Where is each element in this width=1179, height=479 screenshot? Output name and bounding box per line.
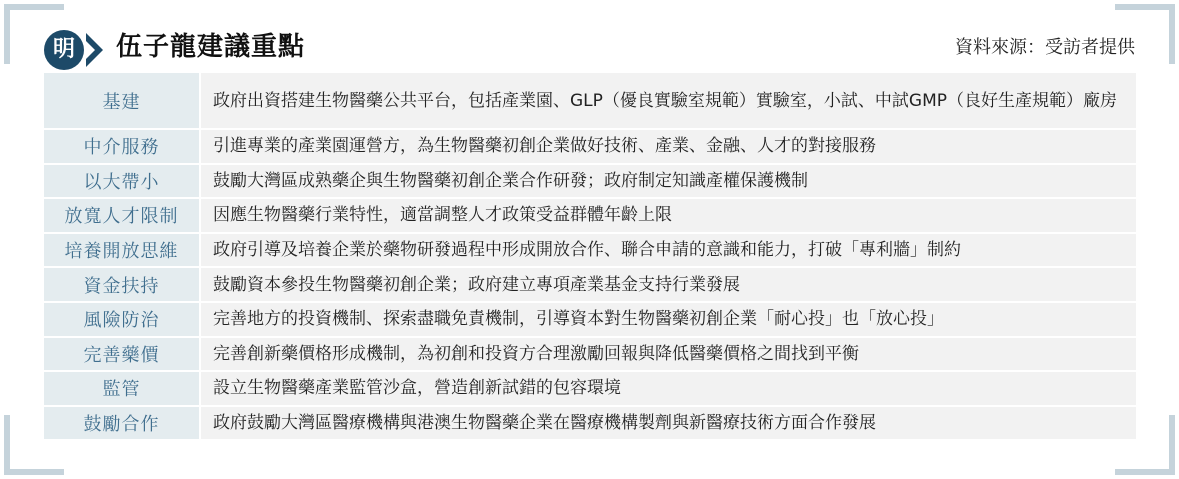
table-row [44,338,1136,371]
row-category: 培養開放思維 [44,234,199,267]
ming-logo-icon: 明 [44,30,84,70]
table-row [44,165,1136,198]
row-category: 放寬人才限制 [44,199,199,232]
row-description: 完善地方的投資機制、探索盡職免責機制，引導資本對生物醫藥初創企業「耐心投」也「放心投」 [201,303,1136,336]
table-row [44,130,1136,163]
source-note: 資料來源：受訪者提供 [955,37,1135,58]
row-description: 政府鼓勵大灣區醫療機構與港澳生物醫藥企業在醫療機構製劑與新醫療技術方面合作發展 [201,407,1136,440]
table-row [44,199,1136,232]
corner-bracket-top-right-v [1169,4,1175,64]
row-description: 完善創新藥價格形成機制，為初創和投資方合理激勵回報與降低醫藥價格之間找到平衡 [201,338,1136,371]
table-row [44,268,1136,301]
table-row [44,407,1136,440]
corner-bracket-top-left-v [4,4,10,64]
table-row [44,73,1136,128]
table-row [44,303,1136,336]
corner-bracket-bottom-left-h [4,469,64,475]
recommendations-table [44,73,1136,441]
row-category: 資金扶持 [44,268,199,301]
table-row [44,372,1136,405]
row-category: 鼓勵合作 [44,407,199,440]
row-description: 政府出資搭建生物醫藥公共平台，包括產業園、GLP（優良實驗室規範）實驗室，小試、中試GMP（良好生產規範）廠房 [201,73,1136,128]
row-description: 政府引導及培養企業於藥物研發過程中形成開放合作、聯合申請的意識和能力，打破「專利牆」制約 [201,234,1136,267]
page-title: 伍子龍建議重點 [116,32,306,62]
table-row [44,234,1136,267]
corner-bracket-bottom-right-v [1169,415,1175,475]
row-description: 鼓勵資本參投生物醫藥初創企業；政府建立專項產業基金支持行業發展 [201,268,1136,301]
row-category: 中介服務 [44,130,199,163]
row-description: 因應生物醫藥行業特性，適當調整人才政策受益群體年齡上限 [201,199,1136,232]
row-category: 以大帶小 [44,165,199,198]
corner-bracket-bottom-right-h [1115,469,1175,475]
row-description: 設立生物醫藥產業監管沙盒，營造創新試錯的包容環境 [201,372,1136,405]
corner-bracket-bottom-left-v [4,415,10,475]
row-description: 引進專業的產業園運營方，為生物醫藥初創企業做好技術、產業、金融、人才的對接服務 [201,130,1136,163]
row-category: 基建 [44,73,199,128]
row-description: 鼓勵大灣區成熟藥企與生物醫藥初創企業合作研發；政府制定知識產權保護機制 [201,165,1136,198]
chevron-inner-icon [86,41,95,59]
row-category: 風險防治 [44,303,199,336]
row-category: 監管 [44,372,199,405]
corner-bracket-top-left-h [4,4,64,10]
row-category: 完善藥價 [44,338,199,371]
corner-bracket-top-right-h [1115,4,1175,10]
